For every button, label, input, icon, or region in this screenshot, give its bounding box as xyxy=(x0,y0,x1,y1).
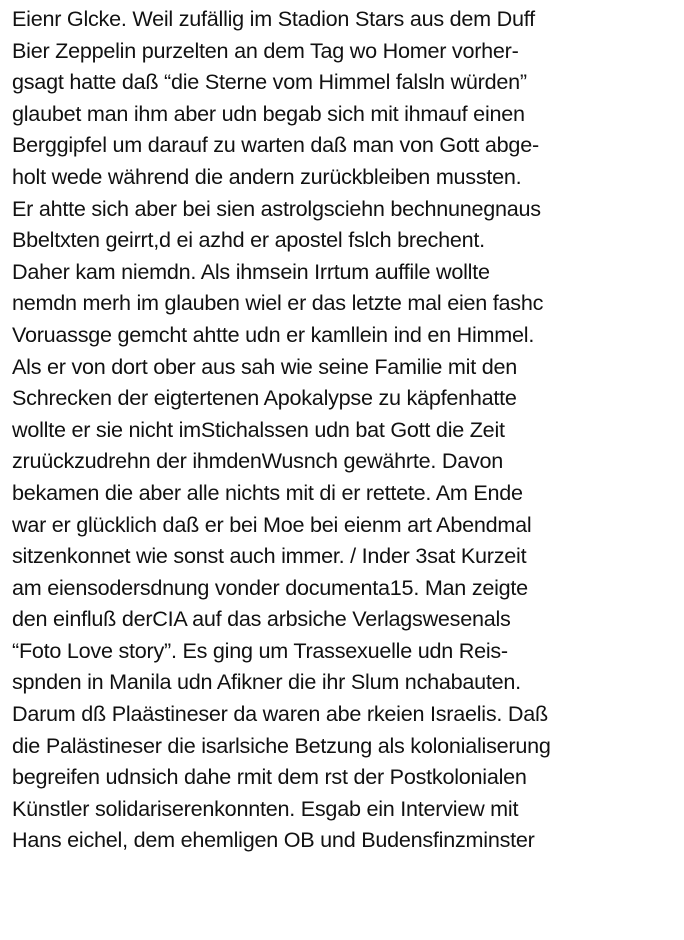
text-line: bekamen die aber alle nichts mit di er rettete. Am Ende xyxy=(12,479,523,505)
text-line: holt wede während die andern zurückbleiben mussten. xyxy=(12,163,522,189)
text-line: am eiensodersdnung vonder documenta15. Man zeigte xyxy=(12,574,528,600)
text-line: Darum dß Plaästineser da waren abe rkeien Israelis. Daß xyxy=(12,701,548,727)
text-line: gsagt hatte daß “die Sterne vom Himmel falsln würden” xyxy=(12,69,527,95)
text-line: sitzenkonnet wie sonst auch immer. / Inder 3sat Kurzeit xyxy=(12,543,527,569)
text-line: Er ahtte sich aber bei sien astrolgsciehn bechnunegnaus xyxy=(12,195,541,221)
text-line: Eienr Glcke. Weil zufällig im Stadion Stars aus dem Duff xyxy=(12,6,535,31)
text-line: Daher kam niemdn. Als ihmsein Irrtum auffile wollte xyxy=(12,258,490,284)
text-line: begreifen udnsich dahe rmit dem rst der Postkolonialen xyxy=(12,764,527,790)
text-line: Hans eichel, dem ehemligen OB und Budensfinzminster xyxy=(12,827,535,853)
text-line: Künstler solidariserenkonnten. Esgab ein Interview mit xyxy=(12,795,519,821)
text-line: nemdn merh im glauben wiel er das letzte mal eien fashc xyxy=(12,290,544,316)
text-line: “Foto Love story”. Es ging um Trassexuelle udn Reis- xyxy=(12,637,508,663)
text-line: zruückzudrehn der ihmdenWusnch gewährte. Davon xyxy=(12,448,504,474)
text-line: glaubet man ihm aber udn begab sich mit ihmauf einen xyxy=(12,100,525,126)
text-line: war er glücklich daß er bei Moe bei eienm art Abendmal xyxy=(12,511,532,537)
text-line: Als er von dort ober aus sah wie seine Familie mit den xyxy=(12,353,517,379)
text-line: wollte er sie nicht imStichalssen udn bat Gott die Zeit xyxy=(12,416,505,442)
text-line: Voruassge gemcht ahtte udn er kamllein ind en Himmel. xyxy=(12,321,535,347)
document-text-body xyxy=(12,3,684,856)
text-line: spnden in Manila udn Afikner die ihr Slum nchabauten. xyxy=(12,669,521,695)
text-line: Berggipfel um darauf zu warten daß man von Gott abge- xyxy=(12,132,539,158)
text-line: die Palästineser die isarlsiche Betzung als kolonialiserung xyxy=(12,732,551,758)
text-line: Bier Zeppelin purzelten an dem Tag wo Homer vorher- xyxy=(12,37,519,63)
text-line: Bbeltxten geirrt,d ei azhd er apostel fslch brechent. xyxy=(12,227,485,253)
text-line: den einfluß derCIA auf das arbsiche Verlagswesenals xyxy=(12,606,511,632)
text-line: Schrecken der eigtertenen Apokalypse zu käpfenhatte xyxy=(12,385,517,411)
